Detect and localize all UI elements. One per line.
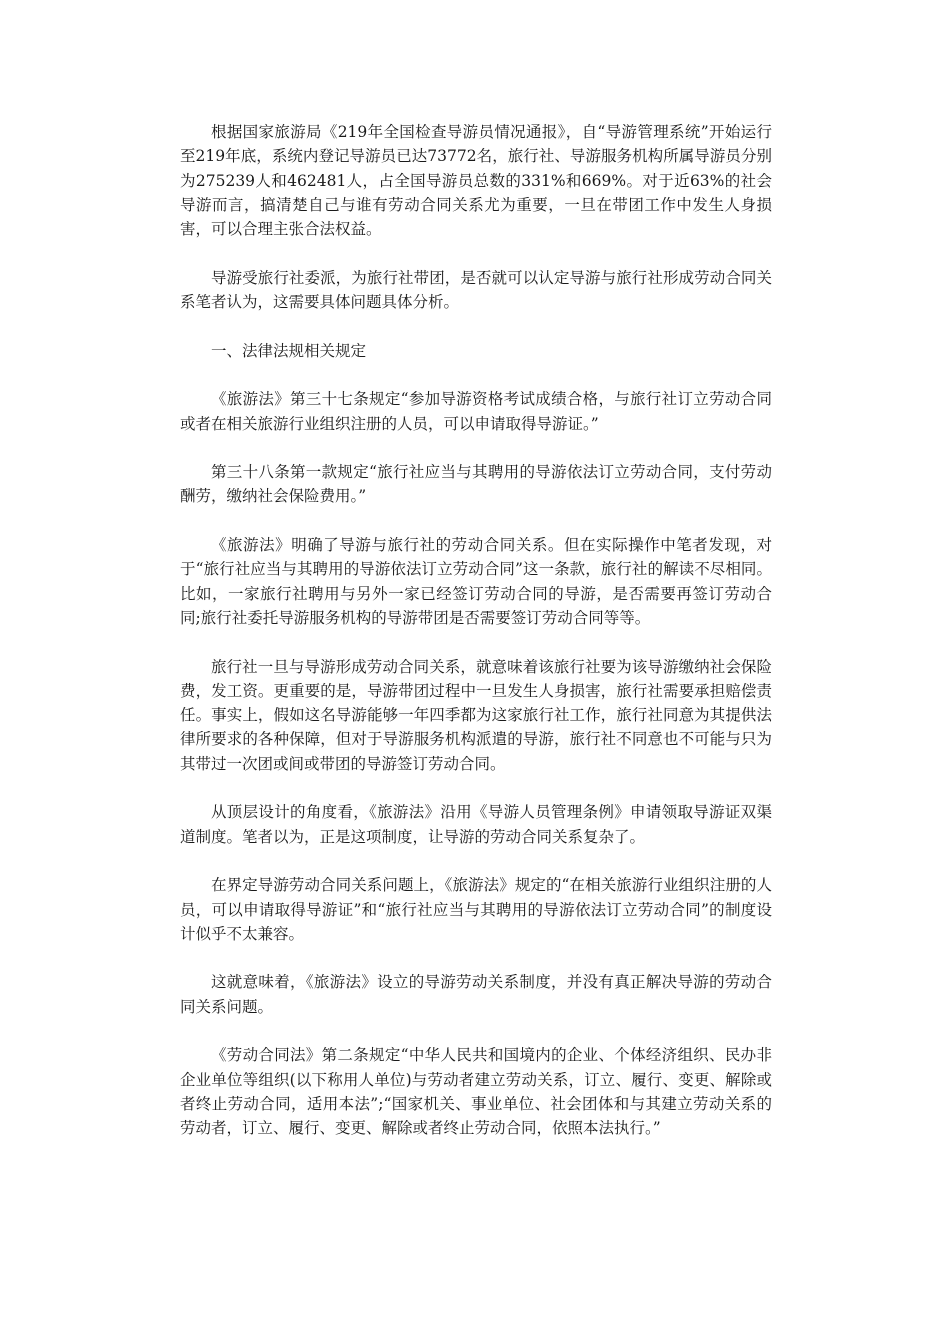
paragraph-article-37: 《旅游法》第三十七条规定“参加导游资格考试成绩合格，与旅行社订立劳动合同或者在相关旅游行业组织注册的人员，可以申请取得导游证。” — [180, 390, 772, 433]
paragraph-question: 导游受旅行社委派，为旅行社带团，是否就可以认定导游与旅行社形成劳动合同关系笔者认为，这需要具体问题具体分析。 — [180, 268, 772, 312]
paragraph-interpretation: 《旅游法》明确了导游与旅行社的劳动合同关系。但在实际操作中笔者发现，对于“旅行社应当与其聘用的导游依法订立劳动合同”这一条款，旅行社的解读不尽相同。比如，一家旅行社聘用与另外一家已经签订劳动合同的导游，是否需要再签订劳动合同;旅行社委托导游服务机构的导游带团是否需要签订劳动合同等等。 — [180, 536, 772, 627]
document-page — [180, 120, 772, 1165]
paragraph-conclusion: 这就意味着，《旅游法》设立的导游劳动关系制度，并没有真正解决导游的劳动合同关系问题。 — [180, 973, 772, 1016]
paragraph-article-38: 第三十八条第一款规定“旅行社应当与其聘用的导游依法订立劳动合同，支付劳动酬劳，缴纳社会保险费用。” — [180, 463, 772, 506]
paragraph-labor-contract-law: 《劳动合同法》第二条规定“中华人民共和国境内的企业、个体经济组织、民办非企业单位等组织(以下称用人单位)与劳动者建立劳动关系，订立、履行、变更、解除或者终止劳动合同，适用本法”;“国家机关、事业单位、社会团体和与其建立劳动关系的劳动者，订立、履行、变更、解除或者终止劳动合同，依照本法执行。” — [180, 1046, 772, 1138]
paragraph-compatibility: 在界定导游劳动合同关系问题上，《旅游法》规定的“在相关旅游行业组织注册的人员，可以申请取得导游证”和“旅行社应当与其聘用的导游依法订立劳动合同”的制度设计似乎不太兼容。 — [180, 876, 772, 943]
paragraph-statistics: 根据国家旅游局《219年全国检查导游员情况通报》，自“导游管理系统”开始运行至219年底，系统内登记导游员已达73772名，旅行社、导游服务机构所属导游员分别为275239人和462481人，占全国导游员总数的331%和669%。对于近63%的社会导游而言，搞清楚自己与谁有劳动合同关系尤为重要，一旦在带团工作中发生人身损害，可以合理主张合法权益。 — [180, 123, 772, 239]
section-heading: 一、法律法规相关规定 — [211, 341, 367, 360]
paragraph-top-level-design: 从顶层设计的角度看，《旅游法》沿用《导游人员管理条例》申请领取导游证双渠道制度。笔者以为，正是这项制度，让导游的劳动合同关系复杂了。 — [180, 803, 772, 846]
paragraph-obligations: 旅行社一旦与导游形成劳动合同关系，就意味着该旅行社要为该导游缴纳社会保险费，发工资。更重要的是，导游带团过程中一旦发生人身损害，旅行社需要承担赔偿责任。事实上，假如这名导游能够一年四季都为这家旅行社工作，旅行社同意为其提供法律所要求的各种保障，但对于导游服务机构派遣的导游，旅行社不同意也不可能与只为其带过一次团或间或带团的导游签订劳动合同。 — [180, 657, 772, 773]
